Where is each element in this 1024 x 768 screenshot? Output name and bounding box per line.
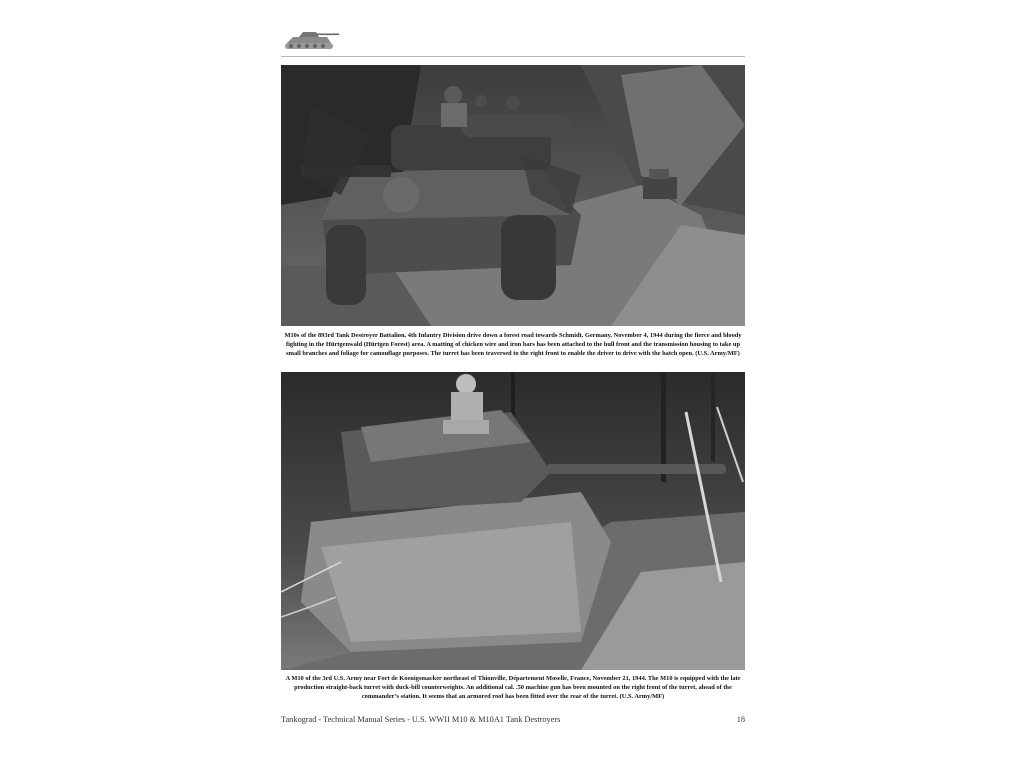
book-series-title: Tankograd - Technical Manual Series - U.S. WWII M10 & M10A1 Tank Destroyers (281, 715, 561, 724)
photo-caption: A M10 of the 3rd U.S. Army near Fort de Koenigsmacker northeast of Thionville, Département Moselle, France, November 21, 1944. The M10 is equipped with the late production straight-back turret with duck-bill counterweights. An additional cal. .50 machine gun has been mounted on the right front of the turret, ahead of the commander’s station. It seems that an armored roof has been fitted over the rear of the turret. (U.S. Army/MF) (285, 675, 741, 700)
photo-m10-thionville (281, 372, 745, 670)
photo-caption: M10s of the 893rd Tank Destroyer Battalion, 4th Infantry Division drive down a forest road towards Schmidt, Germany, November 4, 1944 during the fierce and bloody fighting in the Hürtgenwald (Hürtgen Forest) area. A matting of chicken wire and iron bars has been attached to the hull front and the transmission housing to take up small branches and foliage for camouflage purposes. The turret has been traversed to the right front to enable the driver to drive with the hatch open. (U.S. Army/MF) (284, 332, 742, 357)
page-number: 18 (736, 715, 745, 724)
tank-silhouette-icon (281, 26, 343, 54)
photo-m10-forest-road (281, 65, 745, 326)
header-rule (281, 56, 745, 57)
